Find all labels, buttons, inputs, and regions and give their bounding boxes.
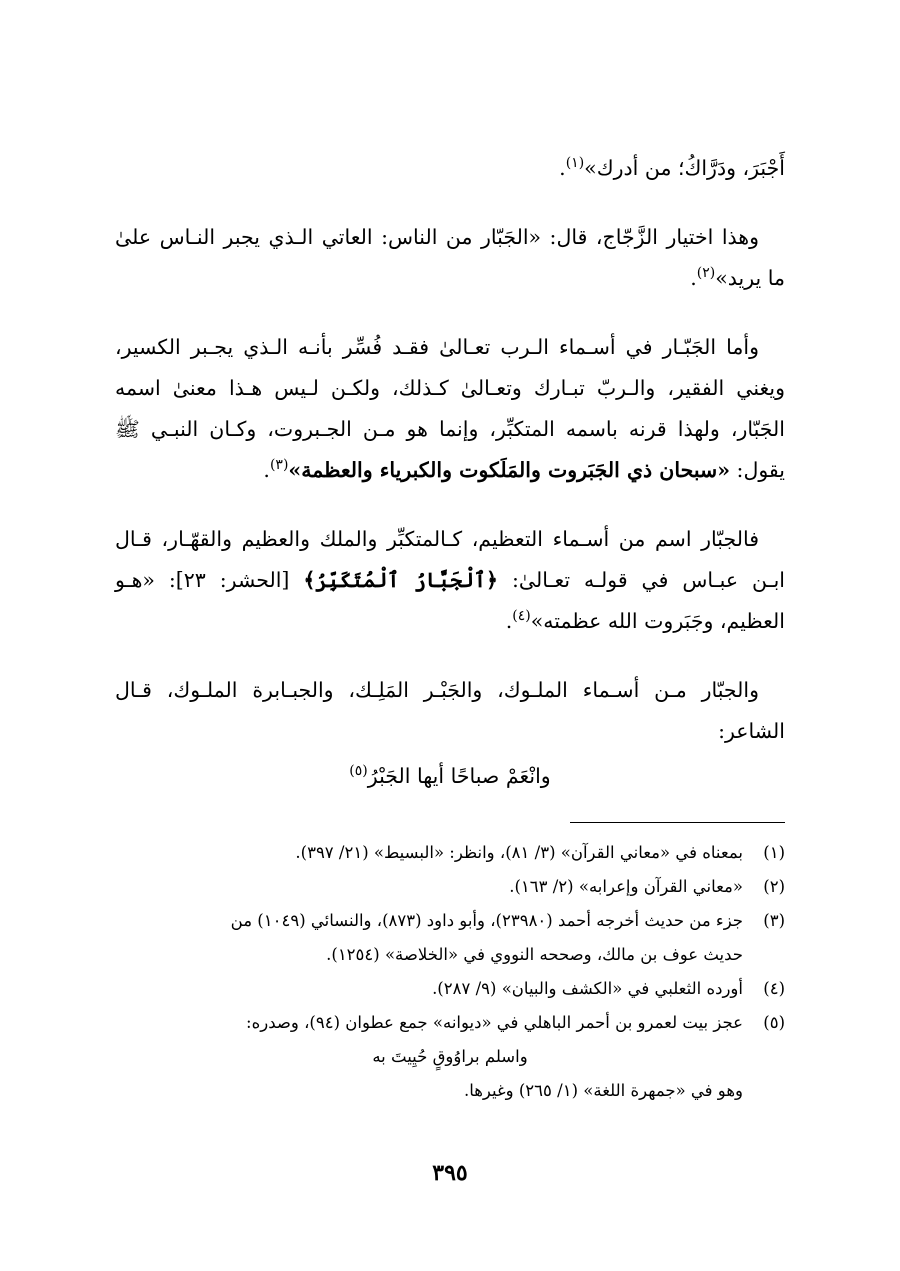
footnotes (115, 836, 785, 1108)
footnote-1 (115, 836, 785, 870)
footnote-text: بمعناه في «معاني القرآن» (٣/ ٨١)، وانظر: «البسيط» (٢١/ ٣٩٧). (295, 843, 743, 862)
paragraph-3: وأما الجَبّـار في أسـماء الـرب تعـالىٰ فقـد فُسِّر بأنـه الـذي يجـبر الكسير، ويغني الفقير، والـربّ تبـارك وتعـالىٰ كـذلك، ولكـن لـيس هـذا معنىٰ اسمه الجَبّار، ولهذا قرنه باسمه المتكبِّر، وإنما هو مـن الجـبروت، وكـان النبـي ﷺ يقول: «سبحان ذي الجَبَروت والمَلَكوت والكبرياء والعظمة»$^{(٣)}$. (115, 335, 785, 482)
footnote-text: جزء من حديث أخرجه أحمد (٢٣٩٨٠)، وأبو داود (٨٧٣)، والنسائي (١٠٤٩) من (230, 911, 743, 930)
poetry-verse: وانْعَمْ صباحًا أيها الجَبْرُ$^{(٥)}$ (349, 763, 551, 788)
footnote-number: (١) (763, 843, 785, 862)
paragraph-1: أَجْبَرَ، ودَرَّاكُ؛ من أدرك»$^{(١)}$. (559, 155, 785, 180)
footnote-5-end: وهو في «جمهرة اللغة» (١/ ٢٦٥) وغيرها. (463, 1081, 743, 1100)
footnote-ref-3[interactable]: (٣) (269, 457, 289, 474)
paragraph-4: فالجبّار اسم من أسـماء التعظيم، كـالمتكبِّر والملك والعظيم والقهّـار، قـال ابـن عبـاس في قولـه تعـالىٰ: ﴿ٱلْجَبَّارُ ٱلْمُتَكَبِّرُ﴾ [الحشر: ٢٣]: «هـو العظيم، وجَبَروت الله عظمته»$^{(٤)}$. (115, 527, 785, 633)
footnote-text: أورده الثعلبي في «الكشف والبيان» (٩/ ٢٨٧). (432, 979, 743, 998)
footnote-text: «معاني القرآن وإعرابه» (٢/ ١٦٣). (509, 877, 743, 896)
footnote-number: (٢) (763, 877, 785, 896)
main-text (115, 148, 785, 788)
quran-reference: [الحشر: ٢٣]: (154, 568, 304, 592)
footnote-text: عجز بيت لعمرو بن أحمر الباهلي في «ديوانه» جمع عطوان (٩٤)، وصدره: (246, 1013, 743, 1032)
footnote-ref-5[interactable]: (٥) (349, 763, 368, 780)
footnote-ref-4[interactable]: (٤) (512, 608, 531, 625)
paragraph-5: والجبّار مـن أسـماء الملـوك، والجَبْـر المَلِـك، والجبـابرة الملـوك، قـال الشاعر: (115, 678, 785, 743)
footnote-ref-1[interactable]: (١) (565, 155, 585, 172)
footnote-number: (٣) (763, 911, 785, 930)
hadith-quote: «سبحان ذي الجَبَروت والمَلَكوت والكبرياء والعظمة» (288, 458, 731, 482)
footnote-3 (115, 904, 785, 938)
footnote-5 (115, 1006, 785, 1040)
footnote-ref-2[interactable]: (٢) (696, 265, 716, 282)
footnote-3-continued: حديث عوف بن مالك، وصححه النووي في «الخلاصة» (١٢٥٤). (326, 945, 743, 964)
page-number: ٣٩٥ (432, 1160, 468, 1186)
footnote-number: (٥) (763, 1013, 785, 1032)
footnote-number: (٤) (763, 979, 785, 998)
footnote-4 (115, 972, 785, 1006)
footnote-separator (570, 822, 785, 823)
footnote-5-verse: واسلم براوُوقٍ حُيِيتَ به (372, 1047, 528, 1066)
footnote-2 (115, 870, 785, 904)
paragraph-2: وهذا اختيار الزَّجّاج، قال: «الجَبّار من الناس: العاتي الـذي يجبر النـاس علىٰ ما يريد»$^{(٢)}$. (115, 225, 785, 290)
quran-verse: ﴿ٱلْجَبَّارُ ٱلْمُتَكَبِّرُ﴾ (303, 568, 499, 592)
